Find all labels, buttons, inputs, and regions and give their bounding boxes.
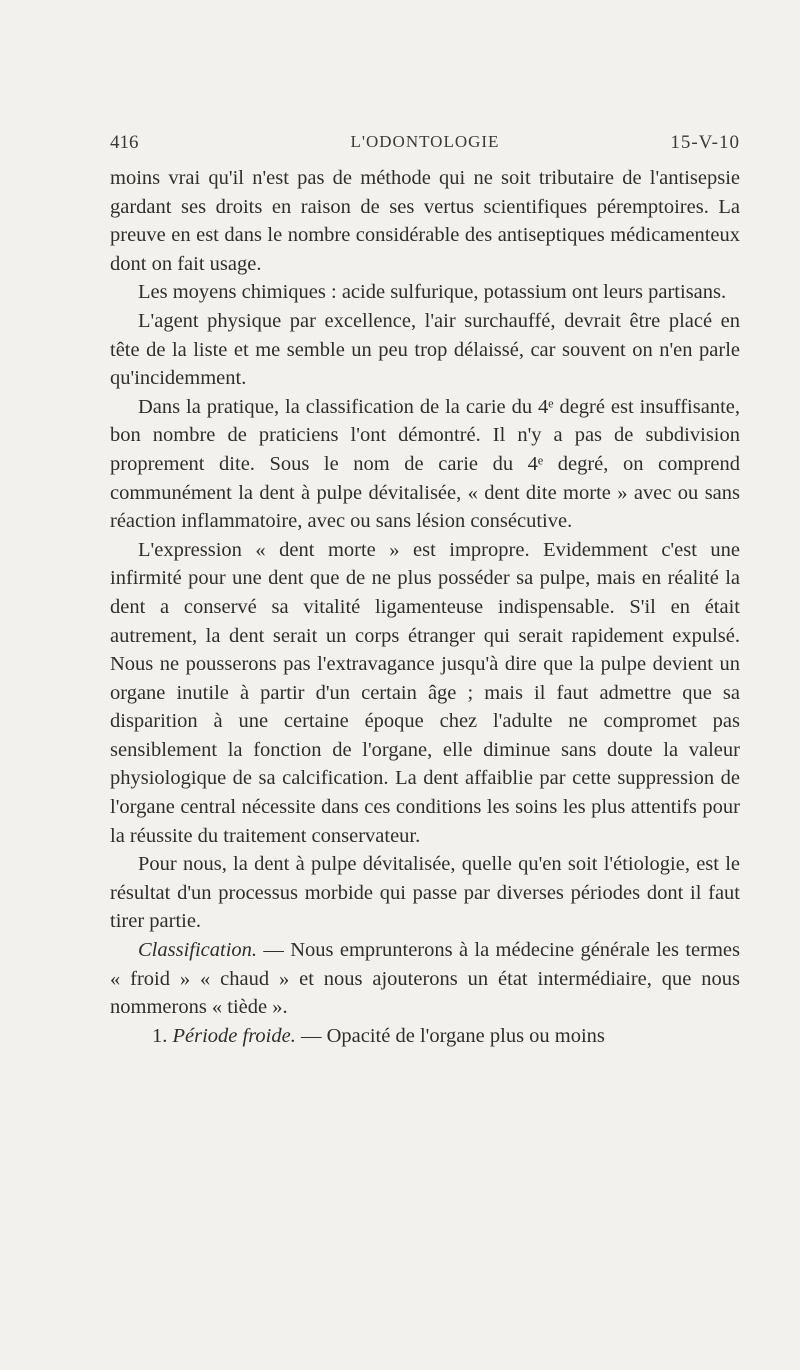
item-number: 1. bbox=[152, 1024, 168, 1047]
item-heading: Période froide. bbox=[172, 1024, 296, 1047]
paragraph-classification bbox=[110, 936, 740, 1022]
page-number: 416 bbox=[110, 132, 139, 153]
body-text bbox=[110, 164, 740, 1050]
paragraph-chemical-means: Les moyens chimiques : acide sulfurique, potassium ont leurs partisans. bbox=[138, 281, 727, 304]
paragraph-continuation: moins vrai qu'il n'est pas de méthode qui ne soit tributaire de l'antisepsie gardant ses droits en raison de ses vertus scientifiques péremptoires. La preuve en est dans le nombre considérable des antiseptiques médicamenteux dont on fait usage. bbox=[110, 167, 740, 275]
classification-text: — Nous emprunterons à la médecine générale les termes « froid » « chaud » et nous ajouterons un état intermédiaire, que nous nommerons « tiède ». bbox=[110, 939, 740, 1019]
paragraph-dead-tooth: L'expression « dent morte » est impropre. Evidemment c'est une infirmité pour une dent que de ne plus posséder sa pulpe, mais en réalité la dent a conservé sa vitalité ligamenteuse indispensable. S'il en était autrement, la dent serait un corps étranger qui serait rapidement expulsé. Nous ne pousserons pas l'extravagance jusqu'à dire que la pulpe devient un organe inutile à partir d'un certain âge ; mais il faut admettre que sa disparition à une certaine époque chez l'adulte ne compromet pas sensiblement la fonction de l'organe, elle diminue sans doute la valeur physiologique de sa calcification. La dent affaiblie par cette suppression de l'organe central nécessite dans ces conditions les soins les plus attentifs pour la réussite du traitement conservateur. bbox=[110, 538, 740, 847]
paragraph-devitalized-pulp: Pour nous, la dent à pulpe dévitalisée, quelle qu'en soit l'étiologie, est le résultat d'un processus morbide qui passe par diverses périodes dont il faut tirer partie. bbox=[110, 853, 740, 933]
paragraph-physical-agent: L'agent physique par excellence, l'air surchauffé, devrait être placé en tête de la liste et me semble un peu trop délaissé, car souvent on n'en parle qu'incidemment. bbox=[110, 309, 740, 390]
list-item-cold-period bbox=[110, 1022, 740, 1051]
paragraph-fourth-degree: Dans la pratique, la classification de la carie du 4ᵉ degré est insuffisante, bon nombre de praticiens l'ont démontré. Il n'y a pas de subdivision proprement dite. Sous le nom de carie du 4ᵉ degré, on comprend communément la dent à pulpe dévitalisée, « dent dite morte » avec ou sans réaction inflammatoire, avec ou sans lésion consécutive. bbox=[110, 395, 740, 533]
classification-heading: Classification. bbox=[138, 939, 258, 962]
item-text: — Opacité de l'organe plus ou moins bbox=[295, 1024, 605, 1047]
journal-title: L'ODONTOLOGIE bbox=[350, 132, 500, 151]
issue-date: 15-V-10 bbox=[670, 132, 740, 153]
running-head bbox=[110, 132, 740, 158]
